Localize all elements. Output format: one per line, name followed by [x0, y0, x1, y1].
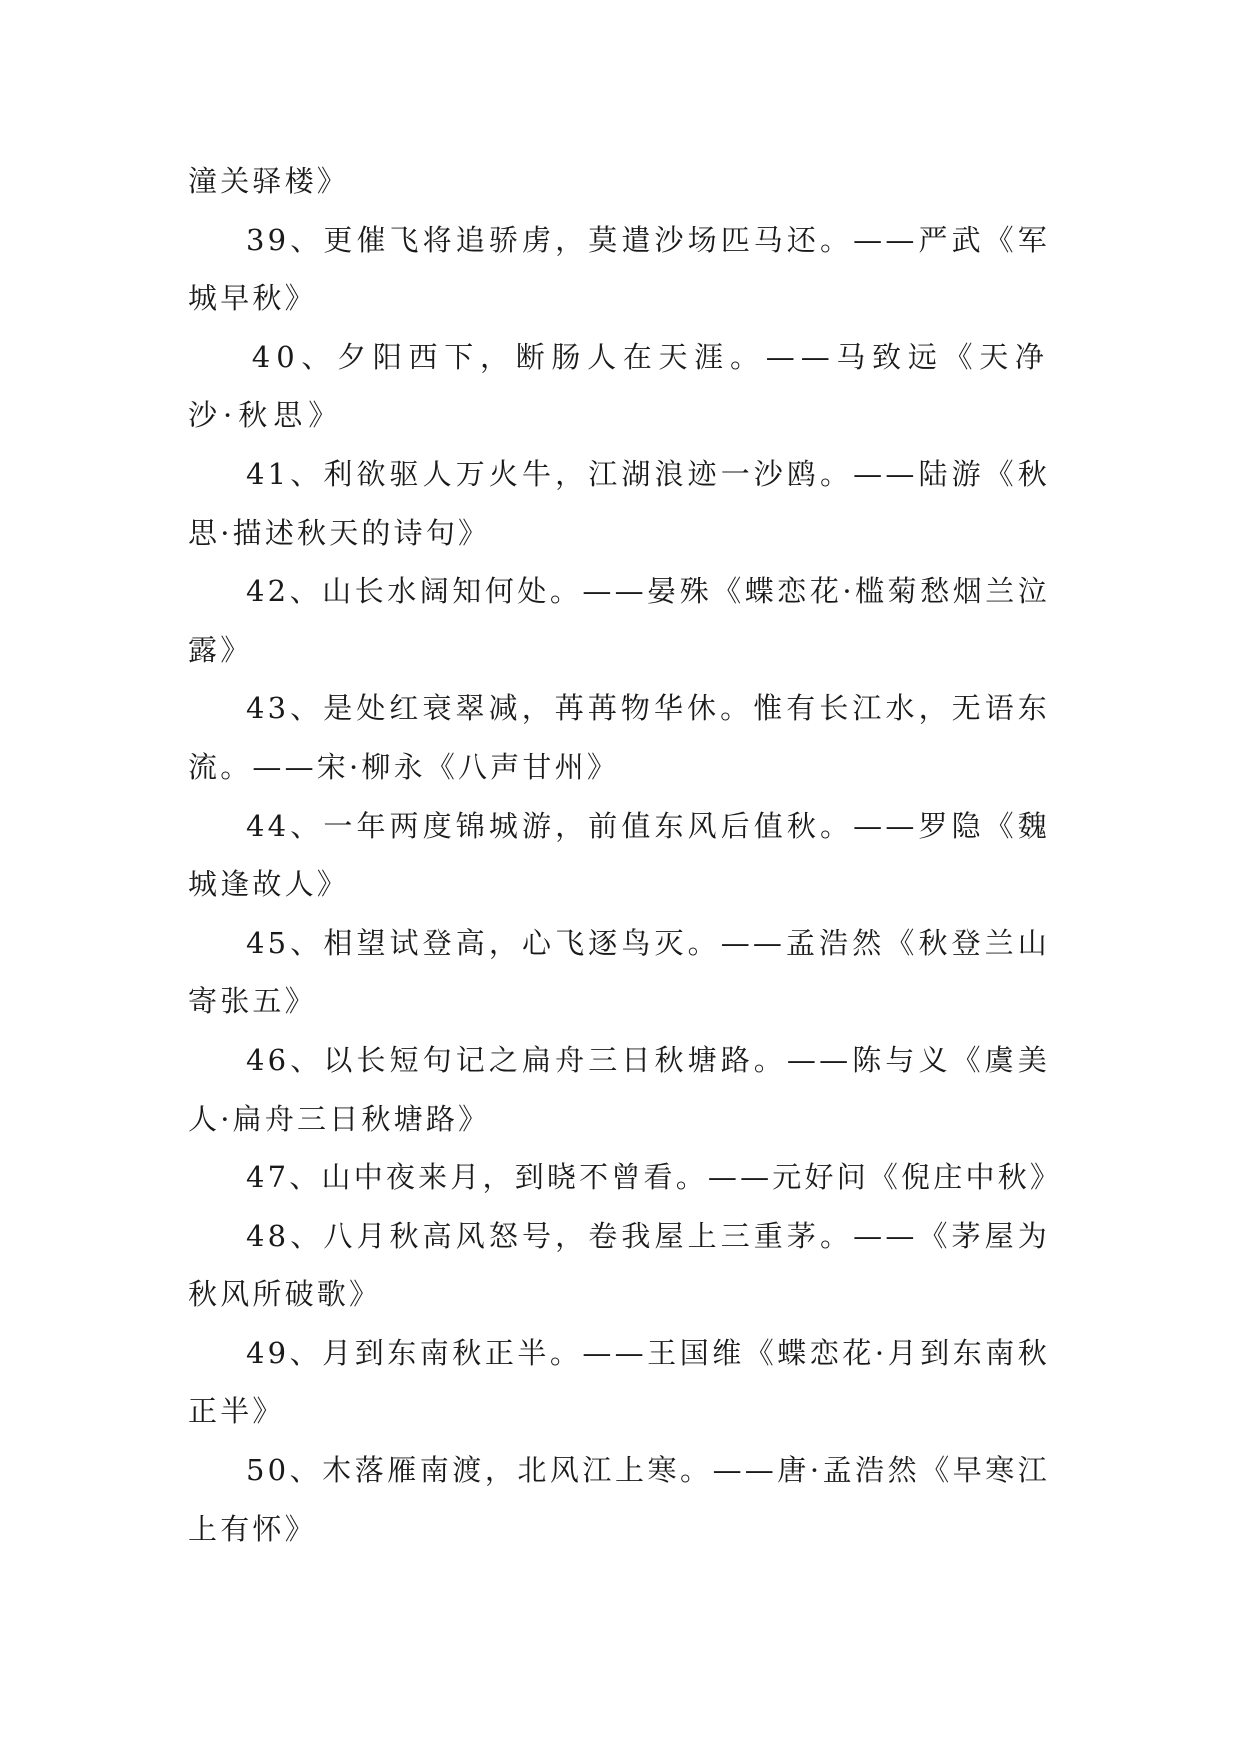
paragraph-47: 47、山中夜来月，到晓不曾看。——元好问《倪庄中秋》: [246, 1160, 1063, 1195]
paragraph-48: 48、八月秋高风怒号，卷我屋上三重茅。——《茅屋为秋风所破歌》: [188, 1218, 1050, 1312]
paragraph-42: 42、山长水阔知何处。——晏殊《蝶恋花·槛菊愁烟兰泣露》: [188, 574, 1050, 667]
paragraph-40: 40、夕阳西下，断肠人在天涯。——马致远《天净沙·秋思》: [188, 339, 1050, 433]
paragraph-38-continuation: 潼关驿楼》: [188, 164, 350, 198]
paragraph-41: 41、利欲驱人万火牛，江湖浪迹一沙鸥。——陆游《秋思·描述秋天的诗句》: [188, 456, 1050, 550]
paragraph-49: 49、月到东南秋正半。——王国维《蝶恋花·月到东南秋正半》: [188, 1335, 1050, 1429]
paragraph-43: 43、是处红衰翠减，苒苒物华休。惟有长江水，无语东流。——宋·柳永《八声甘州》: [188, 691, 1050, 784]
paragraph-46: 46、以长短句记之扁舟三日秋塘路。——陈与义《虞美人·扁舟三日秋塘路》: [188, 1042, 1050, 1136]
document-page: [188, 152, 1063, 1558]
paragraph-45: 45、相望试登高，心飞逐鸟灭。——孟浩然《秋登兰山寄张五》: [188, 925, 1050, 1019]
paragraph-50: 50、木落雁南渡，北风江上寒。——唐·孟浩然《早寒江上有怀》: [188, 1453, 1050, 1546]
paragraph-44: 44、一年两度锦城游，前值东风后值秋。——罗隐《魏城逢故人》: [188, 808, 1050, 902]
paragraph-39: 39、更催飞将追骄虏，莫遣沙场匹马还。——严武《军城早秋》: [188, 222, 1050, 316]
